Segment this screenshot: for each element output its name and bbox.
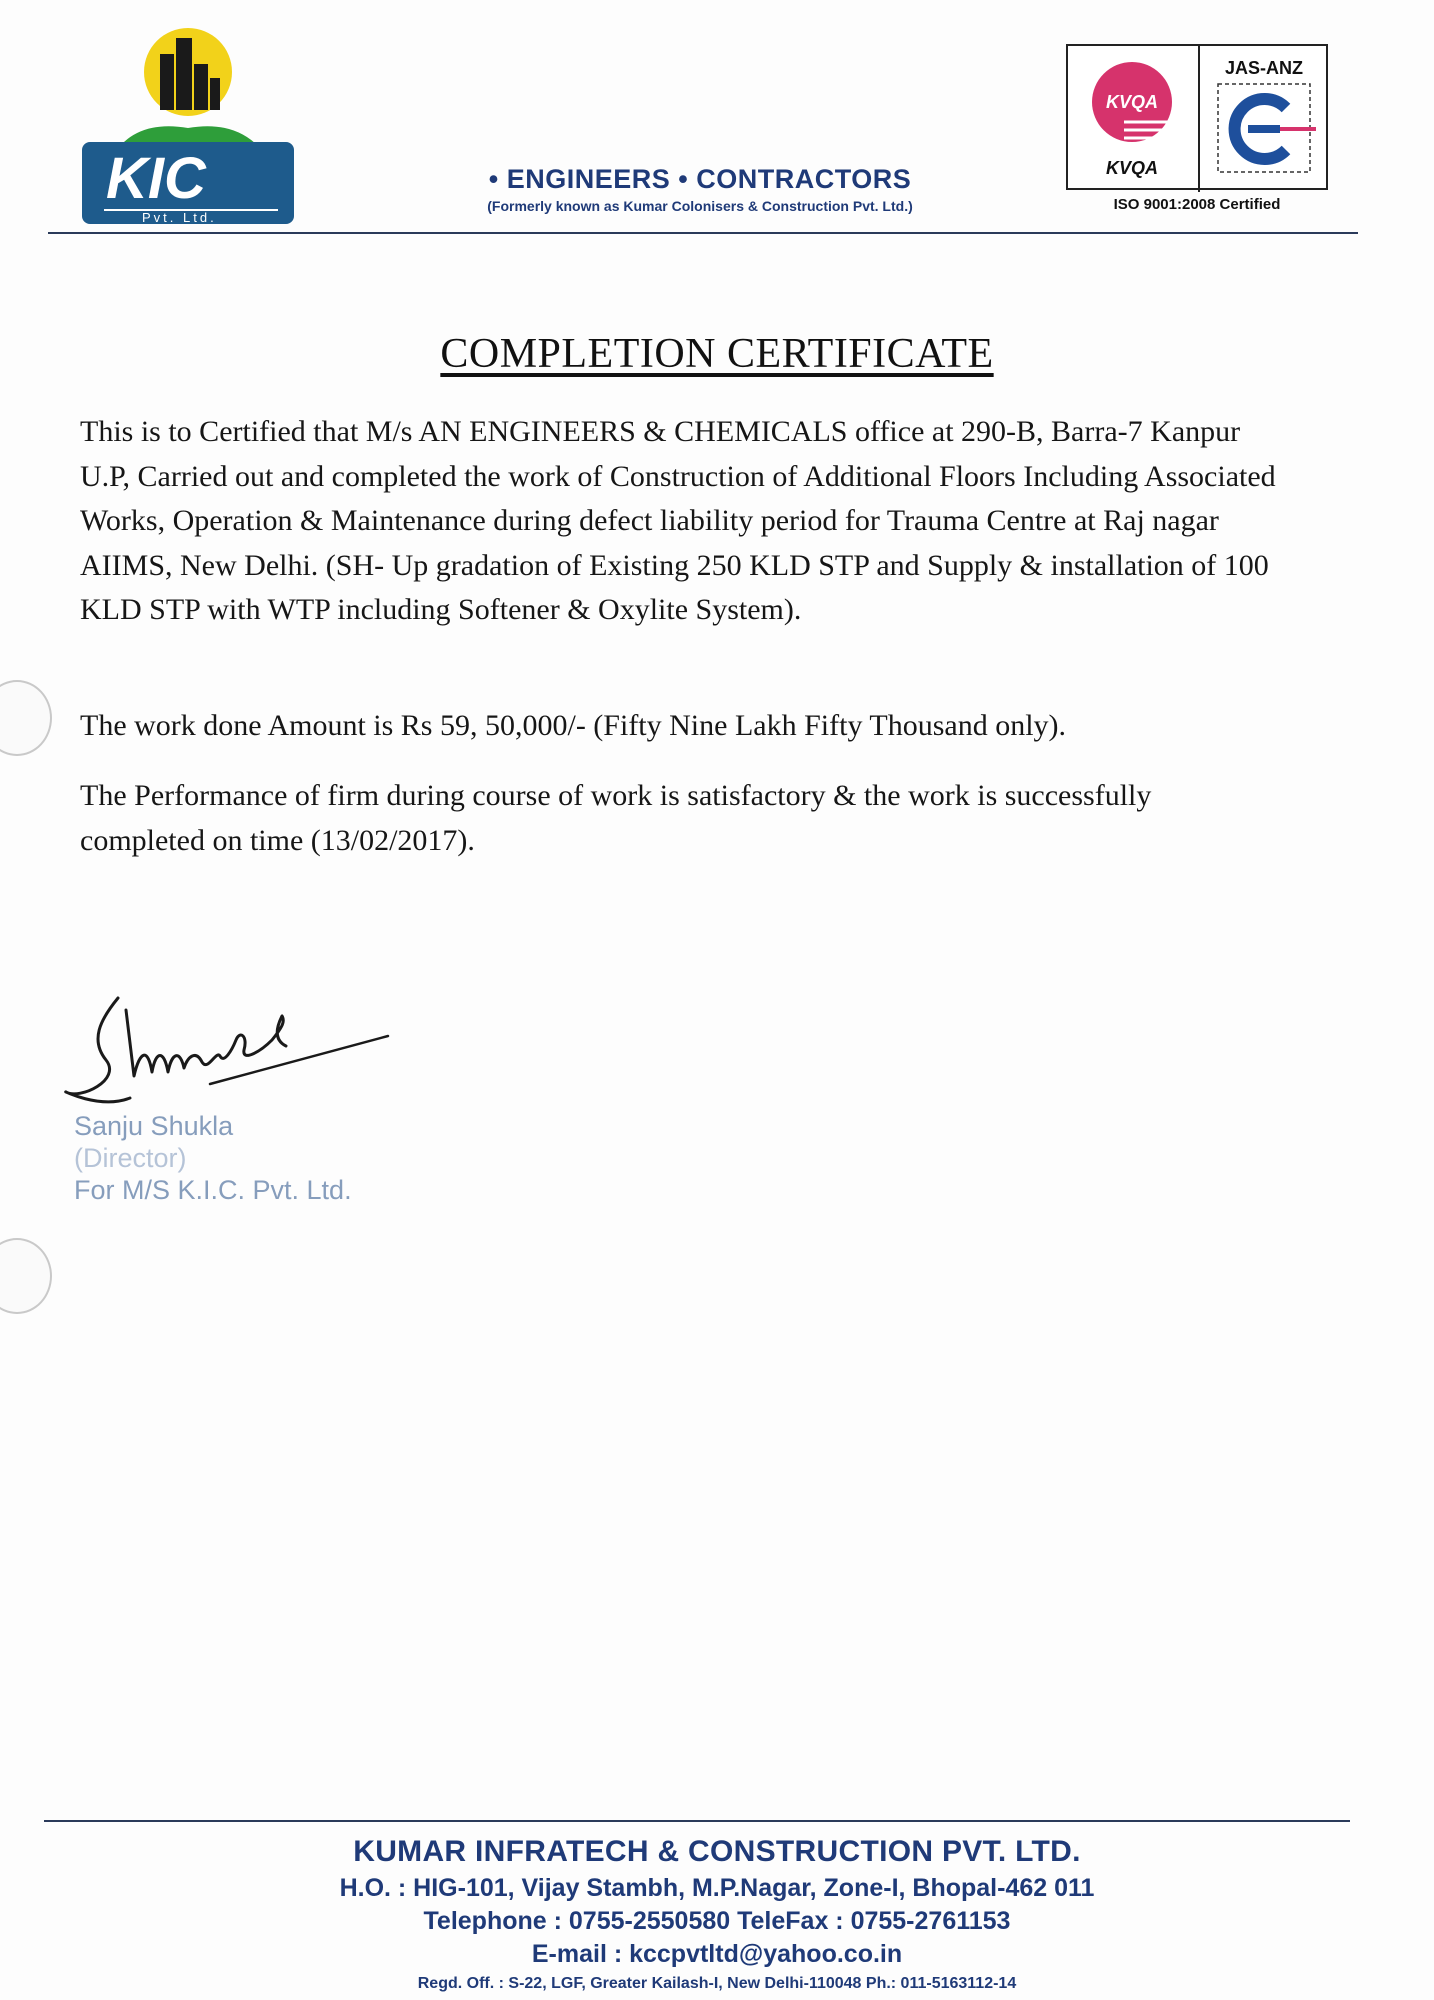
kvqa-label: KVQA: [1105, 158, 1159, 178]
punch-hole: [0, 680, 52, 756]
footer-registered-office: Regd. Off. : S-22, LGF, Greater Kailash-I, New Delhi-110048 Ph.: 011-5163112-14: [417, 1975, 1017, 1992]
footer: [0, 1832, 1434, 1997]
footer-divider: [44, 1820, 1350, 1822]
certification-logos: [1068, 46, 1330, 192]
certification-badge: [1066, 44, 1328, 190]
certificate-paragraph-amount: The work done Amount is Rs 59, 50,000/- (Fifty Nine Lakh Fifty Thousand only).: [80, 709, 1067, 742]
document-title: COMPLETION CERTIFICATE: [440, 331, 994, 377]
footer-company-name: KUMAR INFRATECH & CONSTRUCTION PVT. LTD.: [353, 1835, 1081, 1868]
header-tagline-block: [420, 162, 980, 216]
jas-anz-label: JAS-ANZ: [1224, 58, 1304, 78]
stamp-company: For M/S K.I.C. Pvt. Ltd.: [74, 1175, 352, 1205]
stamp-role: (Director): [74, 1143, 187, 1173]
header-divider: [48, 232, 1358, 234]
logo-subtext: Pvt. Ltd.: [142, 210, 217, 224]
director-stamp: [74, 1110, 352, 1206]
certificate-paragraph-scope: This is to Certified that M/s AN ENGINEERS & CHEMICALS office at 290-B, Barra-7 Kanpur U.P, Carried out and completed the work of Construction of Additional Floors Including Associated Works, Operation & Maintenance during defect liability period for Trauma Centre at Raj nagar AIIMS, New Delhi. (SH- Up gradation of Existing 250 KLD STP and Supply & installation of 100 KLD STP with WTP including Softener & Oxylite System).: [80, 415, 1276, 626]
footer-email: E-mail : kccpvtltd@yahoo.co.in: [531, 1940, 903, 1968]
punch-hole: [0, 1238, 52, 1314]
iso-certification-text: ISO 9001:2008 Certified: [1113, 196, 1281, 213]
kvqa-mark: KVQA: [1105, 92, 1159, 112]
header-tagline: • ENGINEERS • CONTRACTORS: [488, 164, 912, 194]
certificate-paragraph-performance: The Performance of firm during course of work is satisfactory & the work is successfully completed on time (13/02/2017).: [80, 779, 1152, 857]
kic-logo: [82, 24, 294, 224]
logo-text: KIC: [106, 146, 206, 211]
stamp-name: Sanju Shukla: [74, 1111, 234, 1141]
footer-telephone: Telephone : 0755-2550580 TeleFax : 0755-2761153: [423, 1907, 1011, 1935]
handwritten-signature: [60, 980, 400, 1120]
header-formerly-text: (Formerly known as Kumar Colonisers & Construction Pvt. Ltd.): [487, 198, 913, 214]
footer-head-office: H.O. : HIG-101, Vijay Stambh, M.P.Nagar, Zone-I, Bhopal-462 011: [339, 1874, 1095, 1902]
